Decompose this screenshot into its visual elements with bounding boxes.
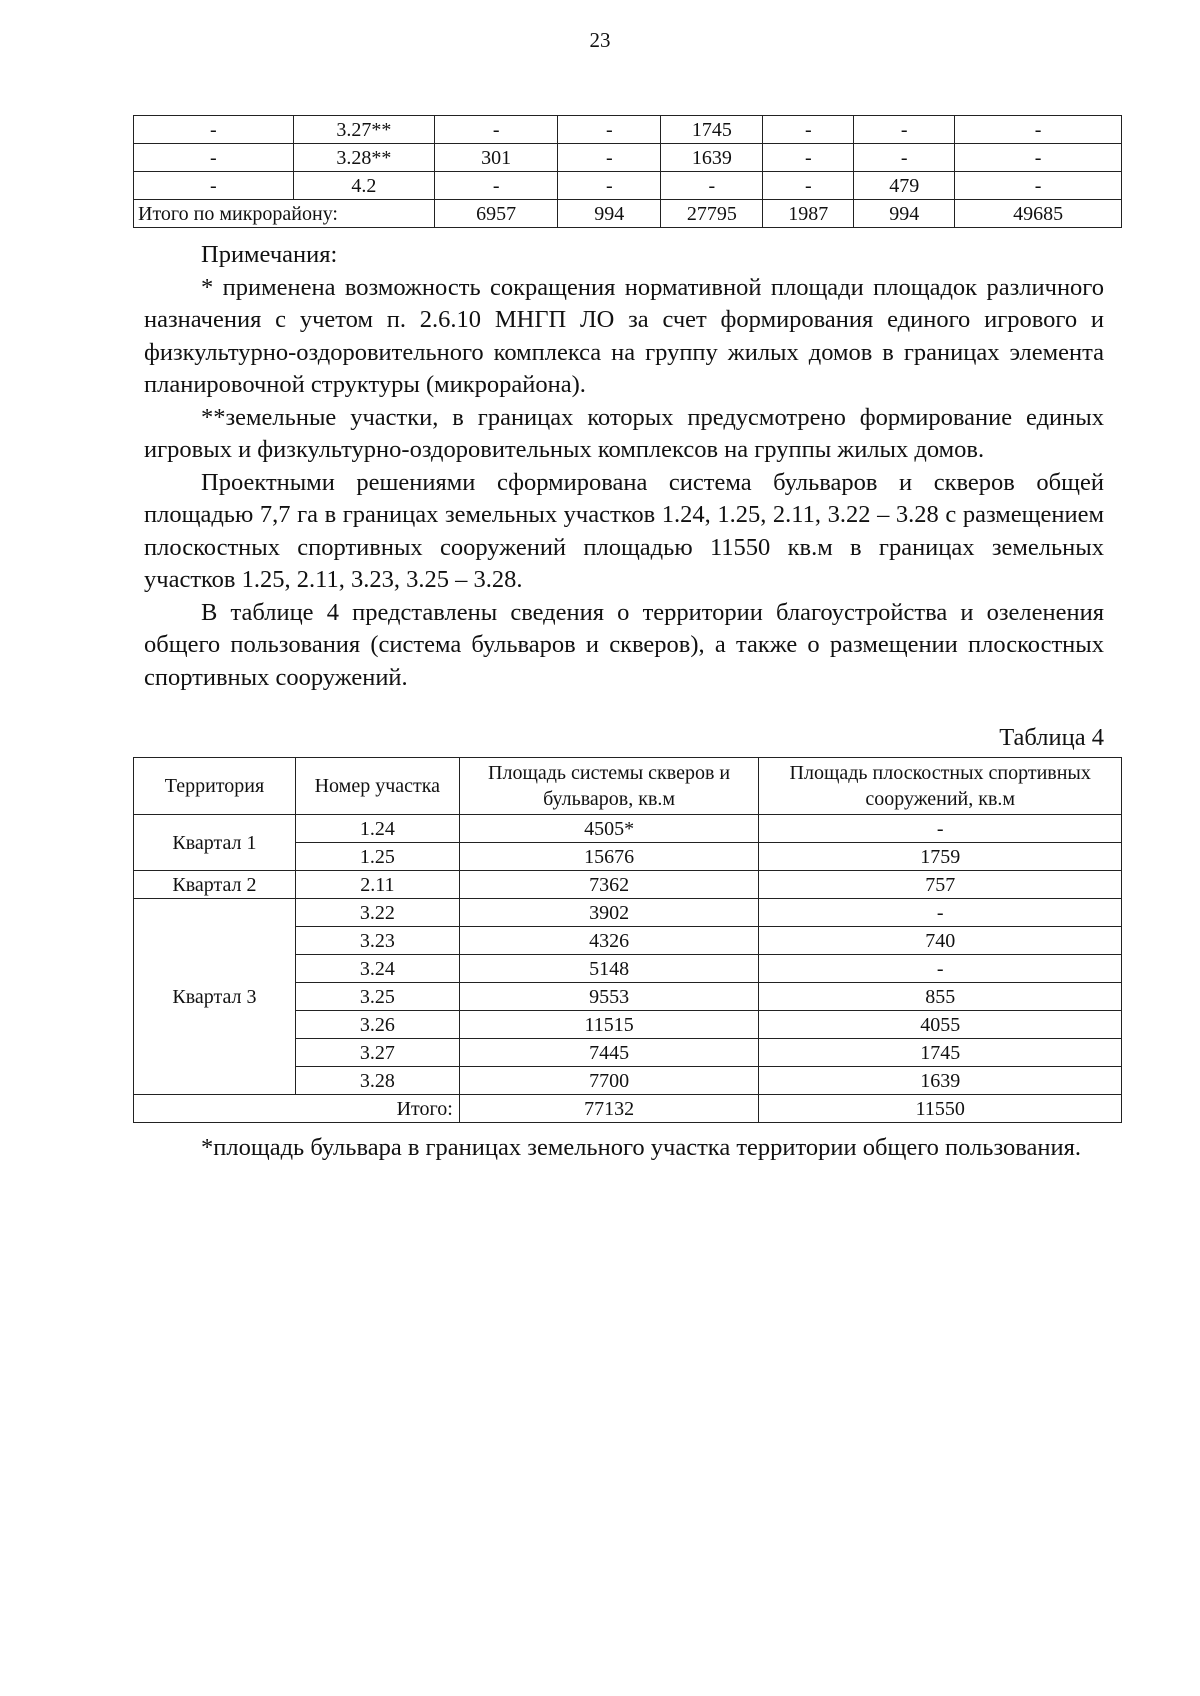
table-cell: 994 xyxy=(558,200,661,228)
table-cell: - xyxy=(558,116,661,144)
continued-table xyxy=(133,115,1122,228)
table-cell: 1745 xyxy=(661,116,763,144)
header-sports-area: Площадь плоскостных спортивных сооружений, кв.м xyxy=(759,758,1122,815)
table-cell: 11550 xyxy=(759,1095,1122,1123)
table-cell: - xyxy=(854,116,955,144)
table-cell: - xyxy=(134,144,294,172)
table-total-row xyxy=(134,200,1122,228)
table-cell: - xyxy=(435,116,558,144)
table-cell: - xyxy=(759,815,1122,843)
table-cell: 3.27** xyxy=(293,116,434,144)
note-one: * применена возможность сокращения нормативной площади площадок различного назначения с учетом п. 2.6.10 МНГП ЛО за счет формирования единого игрового и физкультурно-оздоровительного комплекса на группу жилых домов в границах элемента планировочной структуры (микрорайона). xyxy=(144,273,1104,398)
territory-cell: Квартал 3 xyxy=(134,899,296,1095)
table-cell: - xyxy=(558,172,661,200)
table-cell: 7700 xyxy=(459,1067,759,1095)
table-cell: 3.24 xyxy=(295,955,459,983)
table-cell: 4505* xyxy=(459,815,759,843)
table-cell: 301 xyxy=(435,144,558,172)
territory-cell: Квартал 1 xyxy=(134,815,296,871)
table-cell: 3.28** xyxy=(293,144,434,172)
table-cell: - xyxy=(763,172,854,200)
table-cell: 77132 xyxy=(459,1095,759,1123)
table-cell: - xyxy=(558,144,661,172)
table-cell: 27795 xyxy=(661,200,763,228)
table-row xyxy=(134,815,1122,843)
table-cell: 479 xyxy=(854,172,955,200)
table-cell: 3.26 xyxy=(295,1011,459,1039)
table-cell: 3902 xyxy=(459,899,759,927)
table-cell: 1759 xyxy=(759,843,1122,871)
table-cell: 994 xyxy=(854,200,955,228)
table-header-row xyxy=(134,758,1122,815)
notes-heading: Примечания: xyxy=(201,241,338,268)
page-number: 23 xyxy=(589,28,611,52)
table-cell: 3.23 xyxy=(295,927,459,955)
footnote: *площадь бульвара в границах земельного участка территории общего пользования. xyxy=(201,1134,1081,1161)
table-cell: 4326 xyxy=(459,927,759,955)
table-cell: - xyxy=(134,172,294,200)
table-cell: 1.24 xyxy=(295,815,459,843)
table-row xyxy=(134,899,1122,927)
table-cell: 1.25 xyxy=(295,843,459,871)
table-row xyxy=(134,144,1122,172)
table-cell: 2.11 xyxy=(295,871,459,899)
note-two: **земельные участки, в границах которых предусмотрено формирование единых игровых и физкультурно-оздоровительных комплексов на группы жилых домов. xyxy=(144,403,1104,463)
territory-cell: Квартал 2 xyxy=(134,871,296,899)
table-cell: 7362 xyxy=(459,871,759,899)
table-4 xyxy=(133,757,1122,1123)
table-total-row xyxy=(134,1095,1122,1123)
table-cell: 49685 xyxy=(955,200,1122,228)
paragraph: В таблице 4 представлены сведения о территории благоустройства и озеленения общего пользования (система бульваров и скверов), а также о размещении плоскостных спортивных сооружений. xyxy=(144,598,1104,691)
table-cell: - xyxy=(955,116,1122,144)
table-cell: - xyxy=(134,116,294,144)
footnote-block xyxy=(144,1132,1104,1165)
table-cell: 3.27 xyxy=(295,1039,459,1067)
table-cell: 740 xyxy=(759,927,1122,955)
table-cell: 757 xyxy=(759,871,1122,899)
table-cell: 4055 xyxy=(759,1011,1122,1039)
table-cell: 3.25 xyxy=(295,983,459,1011)
table-cell: - xyxy=(763,144,854,172)
table-cell: 1987 xyxy=(763,200,854,228)
table-row xyxy=(134,871,1122,899)
table-cell: - xyxy=(661,172,763,200)
notes-block xyxy=(144,239,1104,694)
table-cell: 1745 xyxy=(759,1039,1122,1067)
table-cell: 15676 xyxy=(459,843,759,871)
total-label: Итого: xyxy=(134,1095,460,1123)
table-cell: 11515 xyxy=(459,1011,759,1039)
table-cell: 3.28 xyxy=(295,1067,459,1095)
table-cell: 9553 xyxy=(459,983,759,1011)
table-cell: - xyxy=(759,955,1122,983)
table-row xyxy=(134,116,1122,144)
table-cell: - xyxy=(955,172,1122,200)
table-cell: 1639 xyxy=(759,1067,1122,1095)
table-cell: 1639 xyxy=(661,144,763,172)
table-cell: - xyxy=(759,899,1122,927)
table-cell: 5148 xyxy=(459,955,759,983)
table-cell: 855 xyxy=(759,983,1122,1011)
header-squares-area: Площадь системы скверов и бульваров, кв.м xyxy=(459,758,759,815)
table-cell: - xyxy=(854,144,955,172)
table-cell: 3.22 xyxy=(295,899,459,927)
paragraph: Проектными решениями сформирована система бульваров и скверов общей площадью 7,7 га в границах земельных участков 1.24, 1.25, 2.11, 3.22 – 3.28 с размещением плоскостных спортивных сооружений площадью 11550 кв.м в границах земельных участков 1.25, 2.11, 3.23, 3.25 – 3.28. xyxy=(144,468,1104,593)
table-cell: - xyxy=(763,116,854,144)
table-caption: Таблица 4 xyxy=(999,724,1104,751)
table-row xyxy=(134,172,1122,200)
table-cell: 6957 xyxy=(435,200,558,228)
table-cell: 4.2 xyxy=(293,172,434,200)
table-cell: - xyxy=(955,144,1122,172)
header-territory: Территория xyxy=(134,758,296,815)
total-label: Итого по микрорайону: xyxy=(134,200,435,228)
table-cell: 7445 xyxy=(459,1039,759,1067)
header-plot-number: Номер участка xyxy=(295,758,459,815)
table-cell: - xyxy=(435,172,558,200)
